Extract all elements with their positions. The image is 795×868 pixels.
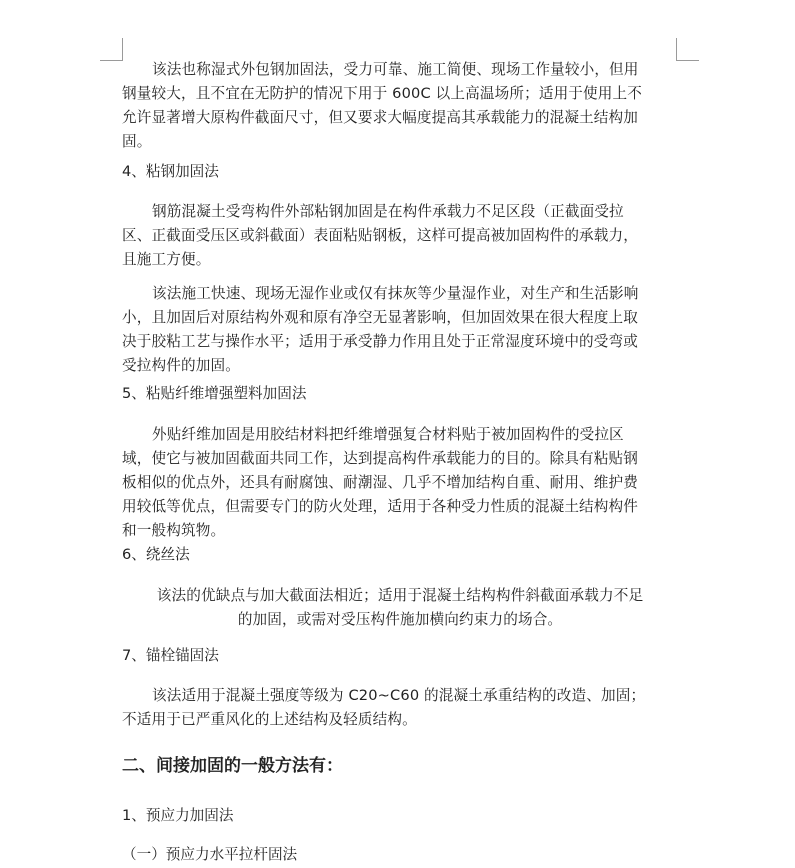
heading-anchor-bolt: 7、锚栓锚固法 [122,647,219,664]
text-line: 该法的优缺点与加大截面法相近；适用于混凝土结构构件斜截面承载力不足 [156,587,644,604]
text-line: 域，使它与被加固截面共同工作，达到提高构件承载能力的目的。除具有粘贴钢 [122,450,639,467]
subheading-horizontal-tie-rod: （一）预应力水平拉杆固法 [122,846,298,863]
paragraph-fiber-reinforced [122,423,678,543]
margin-corner-mark-left [100,38,123,61]
text-line: 固。 [122,133,152,150]
paragraph-bonded-steel-desc [122,200,678,272]
text-line: 且施工方便。 [122,251,211,268]
paragraph-anchor-bolt [122,684,678,732]
heading-bonded-steel: 4、粘钢加固法 [122,163,219,180]
text-line: 受拉构件的加固。 [122,357,240,374]
text-line: 的加固，或需对受压构件施加横向约束力的场合。 [237,611,563,628]
text-line: 该法也称湿式外包钢加固法，受力可靠、施工简便、现场工作量较小，但用 [152,61,639,78]
text-line: 该法适用于混凝土强度等级为 C20~C60 的混凝土承重结构的改造、加固； [152,687,646,704]
paragraph-bonded-steel-notes [122,282,678,378]
text-line: 区、正截面受压区或斜截面）表面粘贴钢板，这样可提高被加固构件的承载力， [122,227,639,244]
text-line: 钢量较大，且不宜在无防护的情况下用于 600C 以上高温场所；适用于使用上不 [122,85,643,102]
text-line: 钢筋混凝土受弯构件外部粘钢加固是在构件承载力不足区段（正截面受拉 [152,203,624,220]
heading-prestress: 1、预应力加固法 [122,807,234,824]
text-line: 不适用于已严重风化的上述结构及轻质结构。 [122,711,417,728]
text-line: 决于胶粘工艺与操作水平；适用于承受静力作用且处于正常湿度环境中的受弯或 [122,333,639,350]
text-line: 允许显著增大原构件截面尺寸，但又要求大幅度提高其承载能力的混凝土结构加 [122,109,639,126]
paragraph-wire-wrapping [122,584,678,632]
section-heading-indirect-methods: 二、间接加固的一般方法有： [122,756,343,776]
text-line: 用较低等优点，但需要专门的防火处理，适用于各种受力性质的混凝土结构构件 [122,498,639,515]
heading-wire-wrapping: 6、绕丝法 [122,546,190,563]
text-line: 外贴纤维加固是用胶结材料把纤维增强复合材料贴于被加固构件的受拉区 [152,426,624,443]
text-line: 小，且加固后对原结构外观和原有净空无显著影响，但加固效果在很大程度上取 [122,309,639,326]
text-line: 该法施工快速、现场无湿作业或仅有抹灰等少量湿作业，对生产和生活影响 [152,285,639,302]
text-line: 和一般构筑物。 [122,522,226,539]
margin-corner-mark-right [676,38,699,61]
heading-fiber-reinforced: 5、粘贴纤维增强塑料加固法 [122,385,307,402]
paragraph-wet-steel-cladding [122,58,678,154]
text-line: 板相似的优点外，还具有耐腐蚀、耐潮湿、几乎不增加结构自重、耐用、维护费 [122,474,639,491]
